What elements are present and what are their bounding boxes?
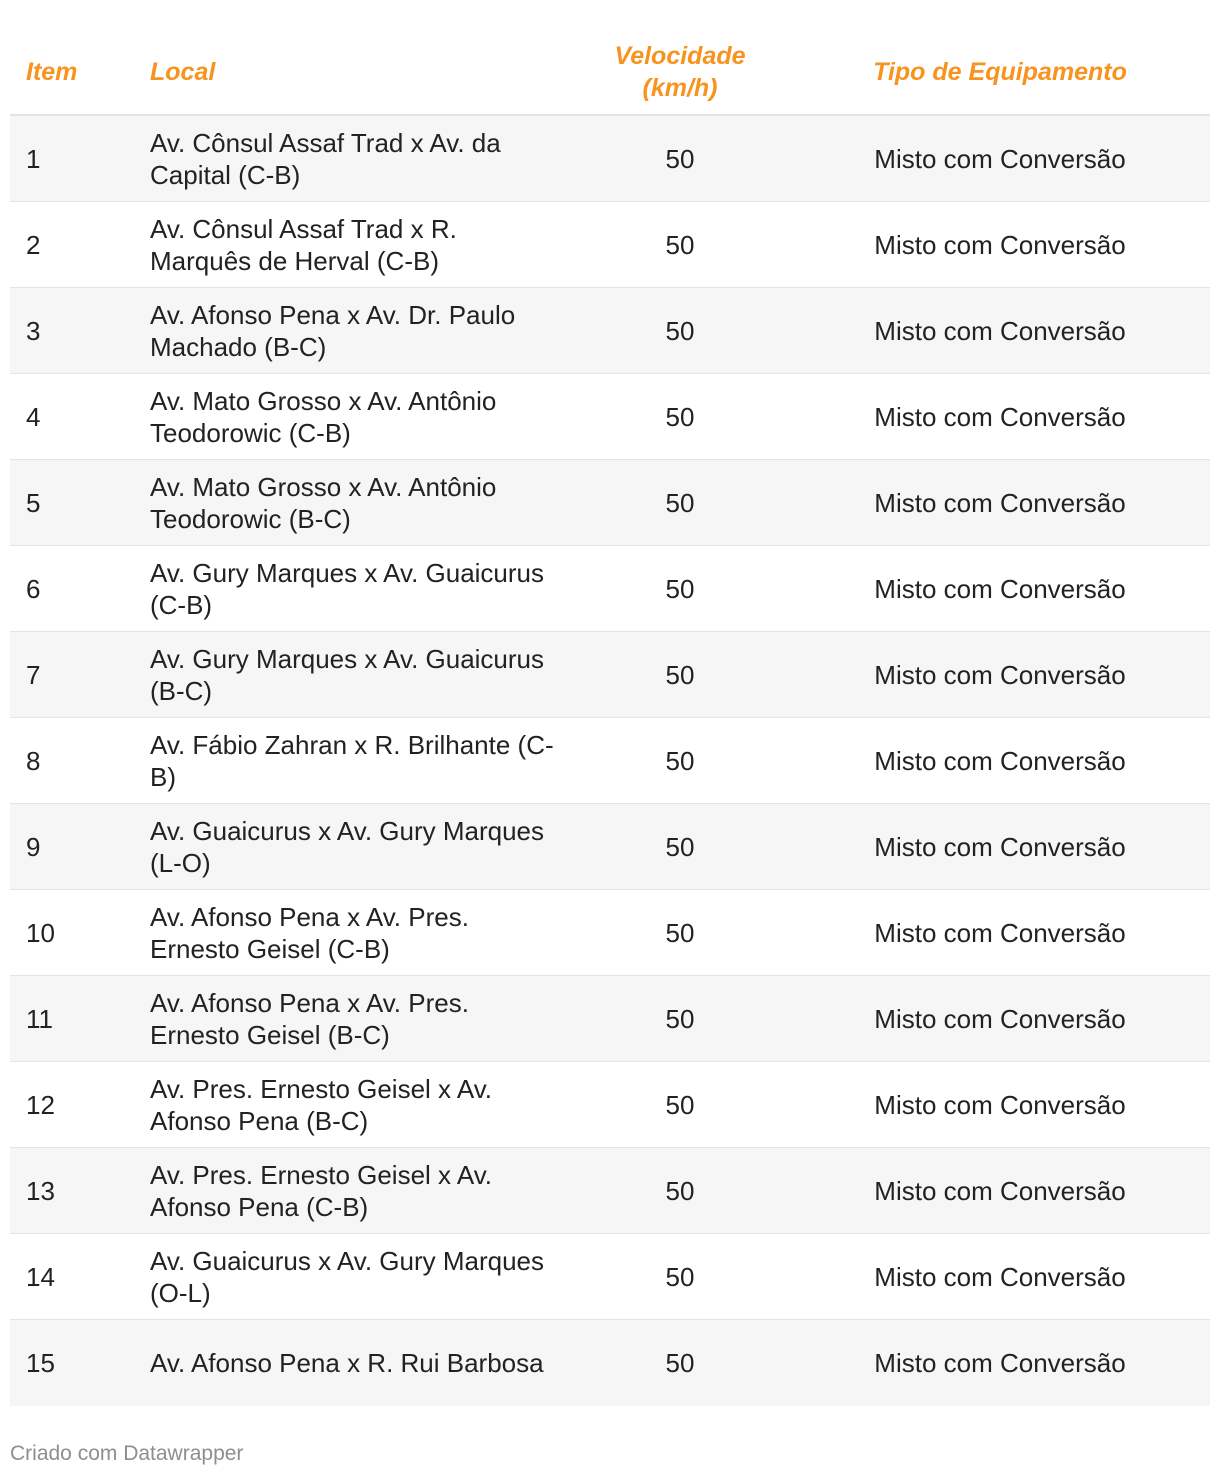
cell-local: Av. Mato Grosso x Av. Antônio Teodorowic (B-C)	[150, 471, 497, 534]
table-row	[10, 804, 1210, 890]
cell-local: Av. Gury Marques x Av. Guaicurus (C-B)	[150, 557, 545, 620]
cell-item: 15	[26, 1348, 55, 1378]
cell-tipo: Misto com Conversão	[874, 1348, 1126, 1378]
table-row	[10, 546, 1210, 632]
cell-local: Av. Fábio Zahran x R. Brilhante (C-B)	[150, 729, 554, 792]
cell-local: Av. Afonso Pena x Av. Dr. Paulo Machado (B-C)	[150, 299, 516, 362]
cell-tipo: Misto com Conversão	[874, 1175, 1126, 1206]
cell-tipo: Misto com Conversão	[874, 401, 1126, 432]
data-table	[10, 30, 1210, 1406]
cell-velocidade: 50	[665, 315, 695, 346]
cell-item: 6	[26, 573, 41, 604]
cell-item: 1	[26, 143, 41, 174]
cell-tipo: Misto com Conversão	[874, 745, 1126, 776]
cell-item: 12	[26, 1089, 55, 1120]
cell-item: 2	[26, 229, 41, 260]
cell-local: Av. Afonso Pena x Av. Pres. Ernesto Geisel (B-C)	[150, 987, 469, 1050]
cell-velocidade: 50	[665, 143, 695, 174]
cell-tipo: Misto com Conversão	[874, 917, 1126, 948]
header-velocidade-line2: (km/h)	[642, 74, 718, 102]
cell-velocidade: 50	[665, 831, 695, 862]
cell-local: Av. Afonso Pena x Av. Pres. Ernesto Geisel (C-B)	[150, 901, 469, 964]
cell-local: Av. Guaicurus x Av. Gury Marques (O-L)	[150, 1245, 545, 1308]
cell-velocidade: 50	[665, 1089, 695, 1120]
table-body	[10, 116, 1210, 1406]
cell-tipo: Misto com Conversão	[874, 143, 1126, 174]
cell-velocidade: 50	[665, 1175, 695, 1206]
cell-item: 13	[26, 1175, 55, 1206]
header-velocidade	[570, 40, 790, 104]
cell-item: 9	[26, 831, 41, 862]
cell-local: Av. Guaicurus x Av. Gury Marques (L-O)	[150, 815, 545, 878]
cell-local: Av. Afonso Pena x R. Rui Barbosa	[150, 1348, 544, 1378]
cell-velocidade: 50	[665, 229, 695, 260]
table-row	[10, 202, 1210, 288]
header-tipo: Tipo de Equipamento	[873, 58, 1127, 86]
header-item: Item	[26, 58, 78, 86]
cell-tipo: Misto com Conversão	[874, 1261, 1126, 1292]
cell-tipo: Misto com Conversão	[874, 1089, 1126, 1120]
cell-item: 5	[26, 487, 41, 518]
cell-local: Av. Gury Marques x Av. Guaicurus (B-C)	[150, 643, 545, 706]
cell-tipo: Misto com Conversão	[874, 1003, 1126, 1034]
cell-velocidade: 50	[665, 917, 695, 948]
cell-item: 8	[26, 745, 41, 776]
table-row	[10, 976, 1210, 1062]
cell-local: Av. Cônsul Assaf Trad x Av. da Capital (C-B)	[150, 127, 501, 190]
header-velocidade-line1: Velocidade	[614, 42, 746, 70]
cell-velocidade: 50	[665, 573, 695, 604]
cell-item: 7	[26, 659, 41, 690]
table-row	[10, 1234, 1210, 1320]
cell-local: Av. Mato Grosso x Av. Antônio Teodorowic (C-B)	[150, 385, 497, 448]
cell-local: Av. Cônsul Assaf Trad x R. Marquês de Herval (C-B)	[150, 213, 457, 276]
cell-item: 11	[26, 1003, 53, 1034]
cell-item: 4	[26, 401, 41, 432]
cell-item: 14	[26, 1261, 55, 1292]
table-row	[10, 632, 1210, 718]
cell-tipo: Misto com Conversão	[874, 831, 1126, 862]
table-row	[10, 288, 1210, 374]
table-row	[10, 718, 1210, 804]
cell-item: 3	[26, 315, 41, 346]
cell-velocidade: 50	[665, 401, 695, 432]
cell-velocidade: 50	[665, 487, 695, 518]
table-row	[10, 374, 1210, 460]
table-row	[10, 890, 1210, 976]
table-row	[10, 116, 1210, 202]
table-header-row	[10, 30, 1210, 116]
header-local: Local	[150, 58, 216, 86]
table-row	[10, 1062, 1210, 1148]
cell-tipo: Misto com Conversão	[874, 229, 1126, 260]
cell-item: 10	[26, 917, 55, 948]
cell-tipo: Misto com Conversão	[874, 573, 1126, 604]
cell-local: Av. Pres. Ernesto Geisel x Av. Afonso Pena (C-B)	[150, 1159, 492, 1222]
cell-velocidade: 50	[665, 1261, 695, 1292]
cell-velocidade: 50	[665, 1003, 695, 1034]
table-row	[10, 1148, 1210, 1234]
table-row	[10, 1320, 1210, 1406]
cell-tipo: Misto com Conversão	[874, 487, 1126, 518]
cell-local: Av. Pres. Ernesto Geisel x Av. Afonso Pena (B-C)	[150, 1073, 492, 1136]
cell-velocidade: 50	[665, 659, 695, 690]
cell-velocidade: 50	[665, 745, 695, 776]
footer-credit: Criado com Datawrapper	[10, 1442, 244, 1465]
cell-tipo: Misto com Conversão	[874, 659, 1126, 690]
cell-velocidade: 50	[665, 1348, 695, 1378]
cell-tipo: Misto com Conversão	[874, 315, 1126, 346]
table-row	[10, 460, 1210, 546]
